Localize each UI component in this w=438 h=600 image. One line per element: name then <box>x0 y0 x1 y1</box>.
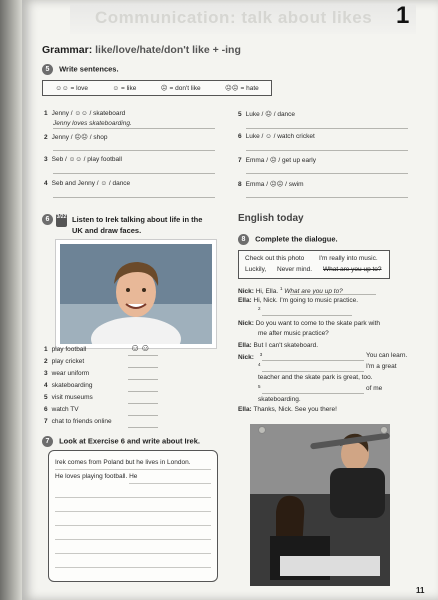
ex5-item-1 <box>44 110 125 117</box>
face-answer-line[interactable] <box>128 367 158 368</box>
item-number: 1 <box>44 110 48 117</box>
ex6-item-5 <box>44 394 93 401</box>
dialogue-text: Hi, Nick. I'm going to music practice. <box>253 297 359 304</box>
exercise-6-instruction-line-1: Listen to Irek talking about life in the <box>72 215 203 224</box>
item-number: 7 <box>238 157 242 164</box>
item-label: watch TV <box>51 406 79 413</box>
ex5-item-8 <box>238 180 304 188</box>
dialogue-text: Do you want to come to the skate park with <box>255 320 381 327</box>
item-label: play cricket <box>51 358 85 365</box>
item-prompt: Emma / ☹ / get up early <box>245 157 316 164</box>
answer-line[interactable] <box>262 315 352 316</box>
item-label: visit museums <box>51 394 93 401</box>
exercise-7-instruction: Look at Exercise 6 and write about Irek. <box>59 436 200 446</box>
speaker: Nick: <box>238 354 254 362</box>
key-meaning: = hate <box>240 84 259 92</box>
gap-number: 4 <box>258 362 261 367</box>
item-number: 5 <box>44 394 48 401</box>
nick-and-ella-photo <box>250 424 390 586</box>
exercise-number-badge: 5 <box>42 64 53 75</box>
writing-line[interactable] <box>55 567 211 568</box>
pin-icon <box>380 426 388 434</box>
writing-box <box>48 450 218 582</box>
hate-faces-icon: ☹☹ <box>224 85 239 92</box>
key-like <box>112 85 136 92</box>
gap-number: 1 <box>279 286 283 291</box>
item-label: chat to friends online <box>51 418 112 425</box>
irek-photo <box>56 240 216 348</box>
ex5-item-4 <box>44 180 130 187</box>
drawn-love-faces-icon: ☺☺ <box>130 343 151 354</box>
speaker: Nick: <box>238 288 254 296</box>
grammar-heading <box>42 44 241 56</box>
item-number: 2 <box>44 358 48 365</box>
phrase: I'm really into music. <box>319 255 378 262</box>
item-number: 5 <box>238 111 242 118</box>
exercise-5-heading <box>42 64 119 75</box>
item-number: 4 <box>44 180 48 187</box>
dialogue-line-5 <box>238 352 262 361</box>
ex5-item-7 <box>238 156 316 164</box>
dialogue-text: Thanks, Nick. See you there! <box>253 406 337 413</box>
audio-track-badge: 3/22 <box>56 214 67 227</box>
dialogue-tail: of me <box>366 385 383 392</box>
grammar-topic: like/love/hate/don't like + -ing <box>95 44 241 56</box>
item-prompt: Luke / ☹ / dance <box>245 111 296 118</box>
item-prompt: Emma / ☹☹ / swim <box>245 181 304 188</box>
gap-4 <box>258 362 261 371</box>
item-number: 3 <box>44 370 48 377</box>
item-prompt: Seb / ☺☺ / play football <box>51 156 122 163</box>
pin-icon <box>258 426 266 434</box>
dialogue-answer: What are you up to? <box>284 288 343 296</box>
ex5-item-2 <box>44 133 107 141</box>
phrase: Check out this photo <box>245 255 305 262</box>
item-label: play football <box>51 346 87 353</box>
ex5-item-1-answer: Jenny loves skateboarding. <box>53 120 132 127</box>
dialogue-tail: You can learn. <box>366 352 408 359</box>
answer-line[interactable] <box>246 197 408 198</box>
exercise-number-badge: 8 <box>238 234 249 245</box>
ex6-item-2 <box>44 358 84 365</box>
answer-line[interactable] <box>53 128 215 129</box>
unit-number: 1 <box>396 2 410 29</box>
speaker: Ella: <box>238 406 252 413</box>
item-number: 7 <box>44 418 48 425</box>
gap-number: 2 <box>258 306 261 311</box>
dialogue-text: Hi, Ella. <box>255 288 279 296</box>
exercise-7-heading <box>42 436 200 447</box>
face-key <box>42 80 272 96</box>
dialogue-line-3 <box>238 320 380 327</box>
item-number: 6 <box>44 406 48 413</box>
ex5-item-5 <box>238 110 295 118</box>
item-number: 2 <box>44 134 48 141</box>
key-hate <box>225 84 259 92</box>
grammar-label: Grammar: <box>42 44 93 56</box>
answer-line[interactable] <box>262 371 364 372</box>
dialogue-line-5-end: skateboarding. <box>258 396 301 403</box>
exercise-8-instruction: Complete the dialogue. <box>255 234 338 244</box>
english-today-title: English today <box>238 213 304 224</box>
friends-photo-image <box>250 424 390 586</box>
dont-like-face-icon: ☹ <box>160 85 168 92</box>
exercise-number-badge: 7 <box>42 436 53 447</box>
speaker: Ella: <box>238 297 252 304</box>
dialogue-text: But I can't skateboard. <box>253 342 319 349</box>
answer-line[interactable] <box>53 150 215 151</box>
answer-line[interactable] <box>290 294 376 295</box>
gap-number: 3 <box>259 352 263 357</box>
key-meaning: = don't like <box>169 84 201 92</box>
used-phrase: What are you up to? <box>323 266 382 273</box>
love-faces-icon: ☺☺ <box>55 84 69 92</box>
like-face-icon: ☺ <box>112 84 120 92</box>
phrase: Luckily, <box>245 266 267 273</box>
ex5-item-3 <box>44 156 122 163</box>
speaker: Nick: <box>238 320 254 327</box>
answer-line[interactable] <box>262 393 364 394</box>
dialogue-line-4 <box>238 342 318 349</box>
ex6-item-3 <box>44 370 89 377</box>
answer-line[interactable] <box>53 197 215 198</box>
ex6-item-1 <box>44 346 86 353</box>
item-number: 3 <box>44 156 48 163</box>
face-answer-line[interactable] <box>128 427 158 428</box>
face-answer-line[interactable] <box>128 391 158 392</box>
writing-line-2: He loves playing football. He <box>55 473 138 480</box>
key-dont-like <box>161 84 201 92</box>
writing-line[interactable] <box>129 483 211 484</box>
dialogue-line-2 <box>238 297 358 304</box>
key-meaning: = like <box>121 84 137 92</box>
item-label: wear uniform <box>51 370 90 377</box>
face-answer-line[interactable] <box>128 379 158 380</box>
phrase-box <box>238 250 390 279</box>
item-number: 6 <box>238 133 242 140</box>
item-number: 8 <box>238 181 242 188</box>
key-meaning: = love <box>70 84 88 92</box>
exercise-6-instruction-line-2: UK and draw faces. <box>72 226 142 235</box>
dialogue-tail: I'm a great <box>366 363 397 370</box>
answer-line[interactable] <box>246 173 408 174</box>
writing-line[interactable] <box>55 497 211 498</box>
gap-number: 5 <box>258 384 261 389</box>
gap-2 <box>258 306 261 315</box>
book-spine <box>0 0 22 600</box>
item-prompt: Seb and Jenny / ☺ / dance <box>51 180 131 187</box>
answer-line[interactable] <box>246 128 408 129</box>
face-answer-line[interactable] <box>128 415 158 416</box>
writing-line <box>55 469 211 470</box>
writing-line[interactable] <box>55 539 211 540</box>
writing-line[interactable] <box>55 525 211 526</box>
ex6-item-7 <box>44 418 112 425</box>
writing-line[interactable] <box>55 553 211 554</box>
ex6-item-6 <box>44 406 79 413</box>
item-number: 4 <box>44 382 48 389</box>
answer-line[interactable] <box>53 173 215 174</box>
faint-header-text: Communication: talk about likes <box>95 8 373 27</box>
gap-5 <box>258 384 261 393</box>
boy-portrait-image <box>60 244 212 344</box>
answer-line[interactable] <box>262 360 364 361</box>
exercise-number-badge: 6 <box>42 214 53 225</box>
answer-line[interactable] <box>246 150 408 151</box>
item-label: skateboarding <box>51 382 93 389</box>
dialogue-line-3-cont: me after music practice? <box>258 330 329 337</box>
exercise-8-heading <box>238 234 338 245</box>
item-prompt: Jenny / ☹☹ / shop <box>51 134 108 141</box>
phrase: Never mind. <box>277 266 313 273</box>
ex5-item-6 <box>238 133 315 140</box>
face-answer-line[interactable] <box>128 355 158 356</box>
dialogue-line-5-cont: teacher and the skate park is great, too. <box>258 374 373 381</box>
item-prompt: Jenny / ☺☺ / skateboard <box>51 110 126 117</box>
face-answer-line[interactable] <box>128 403 158 404</box>
key-love <box>55 85 88 92</box>
speaker: Ella: <box>238 342 252 349</box>
dialogue-line-6 <box>238 406 337 413</box>
item-prompt: Luke / ☺ / watch cricket <box>245 133 315 140</box>
ex6-item-4 <box>44 382 92 389</box>
page-number: 11 <box>416 586 425 595</box>
item-number: 1 <box>44 346 48 353</box>
writing-line-1: Irek comes from Poland but he lives in London. <box>55 459 191 466</box>
writing-line[interactable] <box>55 511 211 512</box>
exercise-5-instruction: Write sentences. <box>59 64 119 74</box>
